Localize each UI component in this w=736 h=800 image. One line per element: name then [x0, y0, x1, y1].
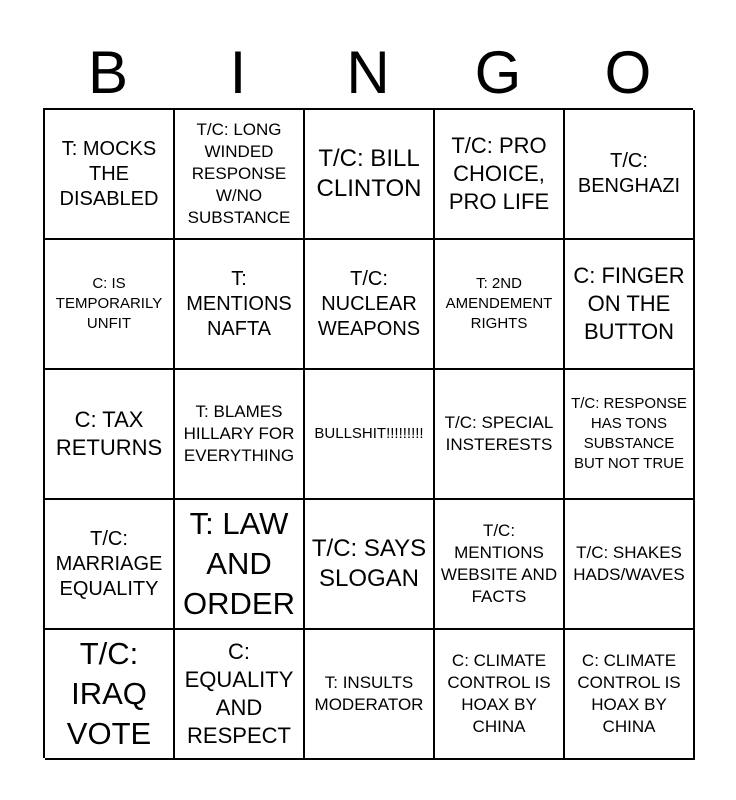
cell-text: T/C: BENGHAZI: [577, 150, 681, 197]
bingo-cell[interactable]: [435, 630, 565, 760]
bingo-cell[interactable]: [305, 240, 435, 370]
cell-text: T: MOCKS THE DISABLED: [59, 137, 159, 210]
bingo-cell[interactable]: [565, 240, 695, 370]
bingo-cell[interactable]: [175, 110, 305, 240]
bingo-grid: [43, 108, 693, 758]
cell-text: T/C: PRO CHOICE, PRO LIFE: [448, 133, 550, 214]
header-letter-o: O: [604, 39, 652, 106]
cell-text: T/C: IRAQ VOTE: [66, 636, 152, 751]
cell-text: T/C: NUCLEAR WEAPONS: [317, 267, 421, 340]
header-letter-i: I: [229, 39, 247, 106]
bingo-cell[interactable]: [45, 240, 175, 370]
header-letter-b: B: [87, 39, 129, 106]
bingo-cell[interactable]: [435, 240, 565, 370]
cell-text: C: CLIMATE CONTROL IS HOAX BY CHINA: [447, 651, 551, 736]
cell-text: T: 2ND AMENDEMENT RIGHTS: [445, 275, 553, 332]
bingo-cell[interactable]: [175, 240, 305, 370]
bingo-cell[interactable]: [565, 630, 695, 760]
bingo-header: [43, 38, 693, 108]
cell-text: T/C: MENTIONS WEBSITE AND FACTS: [440, 521, 558, 606]
bingo-cell[interactable]: [175, 500, 305, 630]
cell-text: BULLSHIT!!!!!!!!!: [314, 425, 424, 442]
bingo-cell[interactable]: [45, 370, 175, 500]
bingo-cell[interactable]: [45, 110, 175, 240]
bingo-cell[interactable]: [305, 500, 435, 630]
header-letter-g: G: [474, 39, 522, 106]
cell-text: T/C: BILL CLINTON: [316, 145, 422, 202]
bingo-cell[interactable]: [305, 110, 435, 240]
cell-text: C: EQUALITY AND RESPECT: [184, 639, 294, 748]
bingo-cell[interactable]: [435, 370, 565, 500]
cell-text: C: TAX RETURNS: [55, 407, 163, 460]
bingo-cell[interactable]: [175, 370, 305, 500]
cell-text: T: INSULTS MODERATOR: [314, 673, 424, 714]
bingo-cell[interactable]: [305, 630, 435, 760]
cell-text: T: BLAMES HILLARY FOR EVERYTHING: [183, 402, 295, 465]
cell-text: C: IS TEMPORARILY UNFIT: [55, 275, 163, 332]
cell-text: C: FINGER ON THE BUTTON: [573, 263, 685, 344]
bingo-cell[interactable]: [305, 370, 435, 500]
bingo-cell[interactable]: [435, 500, 565, 630]
bingo-cell[interactable]: [45, 630, 175, 760]
cell-text: T/C: SAYS SLOGAN: [311, 535, 427, 592]
cell-text: T/C: SPECIAL INSTERESTS: [444, 413, 554, 454]
bingo-cell[interactable]: [565, 370, 695, 500]
bingo-cell[interactable]: [565, 110, 695, 240]
cell-text: T/C: LONG WINDED RESPONSE W/NO SUBSTANCE: [187, 120, 291, 227]
cell-text: T/C: SHAKES HADS/WAVES: [573, 543, 685, 584]
cell-text: T: LAW AND ORDER: [183, 506, 295, 621]
cell-text: T: MENTIONS NAFTA: [186, 267, 292, 340]
bingo-cell[interactable]: [45, 500, 175, 630]
bingo-cell[interactable]: [175, 630, 305, 760]
cell-text: T/C: RESPONSE HAS TONS SUBSTANCE BUT NOT TRUE: [571, 395, 687, 472]
cell-text: C: CLIMATE CONTROL IS HOAX BY CHINA: [577, 651, 681, 736]
bingo-cell[interactable]: [565, 500, 695, 630]
bingo-cell[interactable]: [435, 110, 565, 240]
cell-text: T/C: MARRIAGE EQUALITY: [55, 527, 163, 600]
header-letter-n: N: [346, 39, 390, 106]
